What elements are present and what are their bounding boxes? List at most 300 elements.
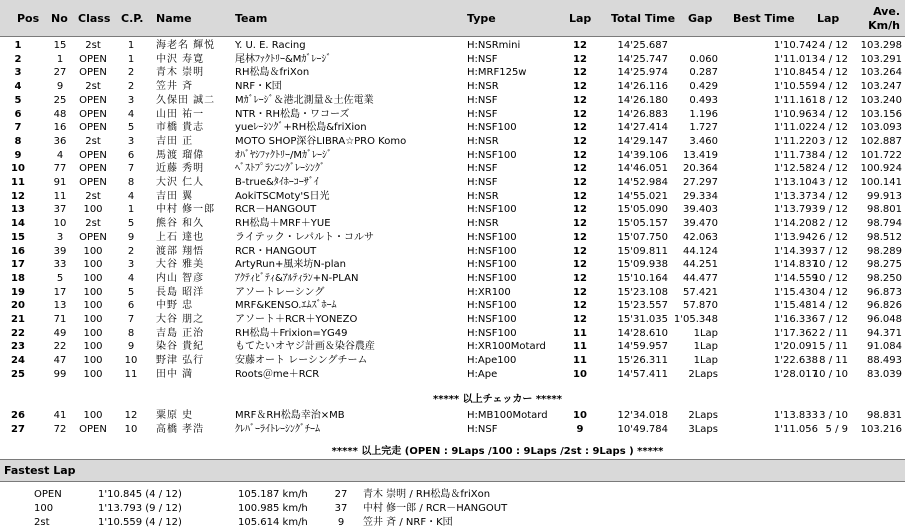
table-row xyxy=(0,300,905,312)
header-no: No xyxy=(51,12,68,25)
type-cell: H:MRF125w xyxy=(467,67,527,79)
class-cell: 100 xyxy=(83,272,103,284)
team-cell: Mｶﾞﾚｰｼﾞ＆港北測量＆土佐電業 xyxy=(235,94,374,106)
type-cell: H:NSF xyxy=(467,53,498,65)
best-time-cell: 1'14.559 xyxy=(773,272,818,284)
pos-cell: 19 xyxy=(11,286,25,298)
class-cell: OPEN xyxy=(79,423,107,435)
ave-speed-cell: 98.275 xyxy=(867,259,902,271)
table-row xyxy=(0,109,905,121)
cp-cell: 3 xyxy=(127,135,135,147)
total-time-cell: 14'52.984 xyxy=(617,177,668,188)
total-time-cell: 15'05.090 xyxy=(617,204,668,216)
team-cell: RCR－HANGOUT xyxy=(235,204,317,216)
cp-cell: 2 xyxy=(127,81,135,93)
team-cell: NTR・RH松島・ワコーズ xyxy=(235,108,350,120)
gap-cell: 13.419 xyxy=(683,149,718,161)
team-cell: RH松島＆friXon xyxy=(235,67,310,79)
lap-cell: 12 xyxy=(573,53,587,65)
table-row xyxy=(0,410,905,422)
pos-cell: 22 xyxy=(11,327,25,339)
gap-cell: 2Laps xyxy=(688,410,718,421)
lap-cell: 12 xyxy=(573,67,587,79)
ave-speed-cell: 98.794 xyxy=(867,218,902,230)
lap-cell: 12 xyxy=(573,259,587,271)
name-cell: 内山 智彦 xyxy=(156,272,205,284)
fastest-no-cell: 9 xyxy=(337,517,345,528)
best-lap-cell: 4 / 12 xyxy=(819,67,848,79)
total-time-cell: 10'49.784 xyxy=(617,423,668,435)
header-ave-line2: Km/h xyxy=(868,19,900,32)
best-time-cell: 1'11.738 xyxy=(773,149,818,161)
no-cell: 11 xyxy=(53,190,67,202)
lap-cell: 12 xyxy=(573,81,587,93)
team-cell: B-true&ﾀｲﾎｰｺｰｻﾞｲ xyxy=(235,177,319,188)
total-time-cell: 15'23.108 xyxy=(617,286,668,298)
class-cell: OPEN xyxy=(79,122,107,134)
total-time-cell: 15'09.811 xyxy=(617,245,668,257)
lap-cell: 12 xyxy=(573,94,587,106)
cp-cell: 10 xyxy=(124,423,138,435)
no-cell: 3 xyxy=(56,231,64,243)
team-cell: Y. U. E. Racing xyxy=(235,40,306,51)
best-time-cell: 1'20.091 xyxy=(773,341,818,353)
total-time-cell: 15'10.164 xyxy=(617,272,668,284)
lap-cell: 12 xyxy=(573,40,587,51)
cp-cell: 9 xyxy=(127,231,135,243)
table-row xyxy=(0,191,905,203)
name-cell: 高橋 孝浩 xyxy=(156,423,205,435)
pos-cell: 9 xyxy=(14,149,22,161)
ave-speed-cell: 100.924 xyxy=(860,163,902,175)
type-cell: H:Ape100 xyxy=(467,355,517,367)
header-name: Name xyxy=(156,12,192,25)
name-cell: 近藤 秀明 xyxy=(156,163,205,175)
cp-cell: 6 xyxy=(127,300,135,312)
best-lap-cell: 5 / 11 xyxy=(819,341,848,353)
ave-speed-cell: 83.039 xyxy=(867,368,902,380)
type-cell: H:XR100 xyxy=(467,286,511,298)
no-cell: 27 xyxy=(53,67,67,79)
type-cell: H:NSF100 xyxy=(467,245,517,257)
class-cell: 100 xyxy=(83,410,103,421)
header-best-time: Best Time xyxy=(733,12,795,25)
no-cell: 16 xyxy=(53,122,67,134)
gap-cell: 1Lap xyxy=(693,327,718,339)
team-cell: ライテック・レパルト・コルサ xyxy=(235,231,374,243)
no-cell: 71 xyxy=(53,314,67,325)
type-cell: H:NSF xyxy=(467,94,498,106)
best-lap-cell: 4 / 12 xyxy=(819,149,848,161)
class-cell: OPEN xyxy=(79,67,107,79)
total-time-cell: 15'23.557 xyxy=(617,300,668,312)
pos-cell: 24 xyxy=(11,355,25,367)
best-lap-cell: 10 / 12 xyxy=(812,272,848,284)
header-team: Team xyxy=(235,12,268,25)
total-time-cell: 14'59.957 xyxy=(617,341,668,353)
pos-cell: 25 xyxy=(11,368,25,380)
total-time-cell: 14'26.116 xyxy=(617,81,668,93)
name-cell: 上石 達也 xyxy=(156,231,205,243)
lap-cell: 11 xyxy=(573,355,587,367)
best-lap-cell: 4 / 12 xyxy=(819,190,848,202)
best-time-cell: 1'16.336 xyxy=(773,314,818,325)
best-lap-cell: 9 / 12 xyxy=(819,204,848,216)
pos-cell: 6 xyxy=(14,108,22,120)
table-row xyxy=(0,369,905,381)
table-row xyxy=(0,328,905,340)
lap-cell: 12 xyxy=(573,314,587,325)
type-cell: H:NSF xyxy=(467,177,498,188)
fastest-time-cell: 1'10.845 (4 / 12) xyxy=(98,489,182,500)
class-cell: OPEN xyxy=(79,163,107,175)
best-lap-cell: 7 / 12 xyxy=(819,245,848,257)
team-cell: ｱｸﾃｨﾋﾞﾃｨ&ｱﾙﾃｨﾗﾝ+N-PLAN xyxy=(235,272,359,284)
ave-speed-cell: 98.831 xyxy=(867,410,902,421)
gap-cell: 0.060 xyxy=(689,53,718,65)
class-cell: OPEN xyxy=(79,108,107,120)
class-cell: 100 xyxy=(83,314,103,325)
name-cell: 中村 修一郎 xyxy=(156,204,216,216)
best-time-cell: 1'13.793 xyxy=(773,204,818,216)
name-cell: 吉田 翼 xyxy=(156,190,194,202)
best-lap-cell: 2 / 11 xyxy=(819,327,848,339)
best-time-cell: 1'13.833 xyxy=(773,410,818,421)
header-gap: Gap xyxy=(688,12,713,25)
pos-cell: 12 xyxy=(11,190,25,202)
ave-speed-cell: 103.093 xyxy=(860,122,902,134)
total-time-cell: 12'34.018 xyxy=(617,410,668,421)
lap-cell: 12 xyxy=(573,108,587,120)
class-cell: 100 xyxy=(83,300,103,312)
best-time-cell: 1'14.208 xyxy=(773,218,818,230)
best-lap-cell: 4 / 12 xyxy=(819,300,848,312)
cp-cell: 5 xyxy=(127,122,135,134)
ave-speed-cell: 96.826 xyxy=(867,300,902,312)
header-cp: C.P. xyxy=(121,12,144,25)
team-cell: RCR・HANGOUT xyxy=(235,245,317,257)
team-cell: RH松島＋Frixion=YG49 xyxy=(235,327,348,339)
header-ave xyxy=(846,5,900,33)
team-cell: 安藤オート レーシングチーム xyxy=(235,355,368,367)
no-cell: 1 xyxy=(56,53,64,65)
gap-cell: 3Laps xyxy=(688,423,718,435)
results-header xyxy=(0,0,905,37)
cp-cell: 7 xyxy=(127,314,135,325)
ave-speed-cell: 98.289 xyxy=(867,245,902,257)
best-lap-cell: 3 / 10 xyxy=(819,410,848,421)
type-cell: H:NSRmini xyxy=(467,40,521,51)
name-cell: 中沢 寿寛 xyxy=(156,53,205,65)
no-cell: 36 xyxy=(53,135,67,147)
type-cell: H:NSF100 xyxy=(467,259,517,271)
no-cell: 39 xyxy=(53,245,67,257)
best-time-cell: 1'17.362 xyxy=(773,327,818,339)
ave-speed-cell: 102.887 xyxy=(860,135,902,147)
type-cell: H:NSR xyxy=(467,190,499,202)
type-cell: H:NSR xyxy=(467,81,499,93)
table-row xyxy=(0,341,905,353)
total-time-cell: 14'27.414 xyxy=(617,122,668,134)
best-time-cell: 1'22.638 xyxy=(773,355,818,367)
ave-speed-cell: 91.084 xyxy=(867,341,902,353)
fastest-no-cell: 27 xyxy=(334,489,348,500)
name-cell: 笠井 斉 xyxy=(156,81,194,93)
ave-speed-cell: 103.216 xyxy=(860,423,902,435)
pos-cell: 18 xyxy=(11,272,25,284)
header-best-lap: Lap xyxy=(817,12,840,25)
header-ave-line1: Ave. xyxy=(873,5,900,18)
best-time-cell: 1'10.963 xyxy=(773,108,818,120)
ave-speed-cell: 101.722 xyxy=(860,149,902,161)
name-cell: 野津 弘行 xyxy=(156,355,205,367)
class-cell: 2st xyxy=(85,81,101,93)
pos-cell: 11 xyxy=(11,177,25,188)
total-time-cell: 15'07.750 xyxy=(617,231,668,243)
table-row xyxy=(0,218,905,230)
gap-cell: 42.063 xyxy=(683,231,718,243)
lap-cell: 12 xyxy=(573,163,587,175)
type-cell: H:NSF100 xyxy=(467,314,517,325)
total-time-cell: 15'26.311 xyxy=(617,355,668,367)
cp-cell: 4 xyxy=(127,272,135,284)
best-time-cell: 1'13.942 xyxy=(773,231,818,243)
best-time-cell: 1'10.845 xyxy=(773,67,818,79)
no-cell: 91 xyxy=(53,177,67,188)
gap-cell: 57.870 xyxy=(683,300,718,312)
class-cell: 2st xyxy=(85,218,101,230)
ave-speed-cell: 103.156 xyxy=(860,108,902,120)
class-cell: 100 xyxy=(83,341,103,353)
gap-cell: 2Laps xyxy=(688,368,718,380)
type-cell: H:NSR xyxy=(467,135,499,147)
team-cell: MOTO SHOP深谷LIBRA☆PRO Komo xyxy=(235,135,407,147)
fastest-speed-cell: 105.187 km/h xyxy=(238,489,308,500)
cp-cell: 1 xyxy=(127,53,135,65)
table-row xyxy=(0,424,905,436)
name-cell: 長島 昭洋 xyxy=(156,286,205,298)
table-row xyxy=(0,40,905,52)
type-cell: H:Ape xyxy=(467,368,498,380)
lap-cell: 12 xyxy=(573,245,587,257)
no-cell: 49 xyxy=(53,327,67,339)
fastest-lap-row xyxy=(0,516,905,529)
type-cell: H:NSF100 xyxy=(467,122,517,134)
name-cell: 大沢 仁人 xyxy=(156,177,205,188)
best-time-cell: 1'10.559 xyxy=(773,81,818,93)
lap-cell: 11 xyxy=(573,341,587,353)
cp-cell: 3 xyxy=(127,259,135,271)
total-time-cell: 14'29.147 xyxy=(617,135,668,147)
total-time-cell: 14'26.883 xyxy=(617,108,668,120)
no-cell: 33 xyxy=(53,259,67,271)
no-cell: 17 xyxy=(53,286,67,298)
cp-cell: 2 xyxy=(127,67,135,79)
best-time-cell: 1'28.017 xyxy=(773,368,818,380)
pos-cell: 15 xyxy=(11,231,25,243)
table-row xyxy=(0,81,905,93)
gap-cell: 29.334 xyxy=(683,190,718,202)
total-time-cell: 14'55.021 xyxy=(617,190,668,202)
class-cell: OPEN xyxy=(79,177,107,188)
header-lap: Lap xyxy=(569,12,592,25)
type-cell: H:NSF xyxy=(467,423,498,435)
lap-cell: 12 xyxy=(573,190,587,202)
team-cell: MRF&KENSO.ｴﾑｽﾞﾎｰﾑ xyxy=(235,300,337,312)
gap-cell: 0.429 xyxy=(689,81,718,93)
team-cell: 尾林ﾌｧｸﾄﾘｰ&Mｶﾞﾚｰｼﾞ xyxy=(235,53,332,65)
team-cell: ｸﾚﾊﾞｰﾗｲﾄﾚｰｼﾝｸﾞﾁｰﾑ xyxy=(235,423,320,435)
total-time-cell: 15'31.035 xyxy=(617,314,668,325)
cp-cell: 9 xyxy=(127,341,135,353)
cp-cell: 11 xyxy=(124,368,138,380)
best-lap-cell: 8 / 11 xyxy=(819,355,848,367)
type-cell: H:NSF xyxy=(467,108,498,120)
table-row xyxy=(0,314,905,326)
table-row xyxy=(0,204,905,216)
best-time-cell: 1'15.481 xyxy=(773,300,818,312)
total-time-cell: 14'25.687 xyxy=(617,40,668,51)
table-row xyxy=(0,232,905,244)
pos-cell: 8 xyxy=(14,135,22,147)
best-lap-cell: 4 / 12 xyxy=(819,40,848,51)
best-lap-cell: 4 / 12 xyxy=(819,81,848,93)
best-lap-cell: 6 / 12 xyxy=(819,231,848,243)
fastest-speed-cell: 100.985 km/h xyxy=(238,503,308,514)
total-time-cell: 14'57.411 xyxy=(617,368,668,380)
ave-speed-cell: 100.141 xyxy=(860,177,902,188)
gap-cell: 1Lap xyxy=(693,341,718,353)
pos-cell: 23 xyxy=(11,341,25,353)
checker-note-text: ***** 以上チェッカー ***** xyxy=(433,394,562,405)
best-lap-cell: 4 / 12 xyxy=(819,163,848,175)
best-time-cell: 1'15.430 xyxy=(773,286,818,298)
ave-speed-cell: 98.250 xyxy=(867,272,902,284)
team-cell: NRF・K団 xyxy=(235,81,282,93)
best-lap-cell: 2 / 12 xyxy=(819,218,848,230)
table-row xyxy=(0,136,905,148)
best-time-cell: 1'13.104 xyxy=(773,177,818,188)
team-cell: MRF＆RH松島幸治×MB xyxy=(235,410,345,421)
team-cell: ｵﾊﾞﾔｼﾌｧｸﾄﾘｰ/Mｶﾞﾚｰｼﾞ xyxy=(235,149,332,161)
no-cell: 22 xyxy=(53,341,67,353)
ave-speed-cell: 103.298 xyxy=(860,40,902,51)
pos-cell: 27 xyxy=(11,423,25,435)
best-lap-cell: 4 / 12 xyxy=(819,122,848,134)
team-cell: ArtyRun+風来坊N-plan xyxy=(235,259,347,271)
ave-speed-cell: 98.801 xyxy=(867,204,902,216)
no-cell: 41 xyxy=(53,410,67,421)
ave-speed-cell: 94.371 xyxy=(867,327,902,339)
total-time-cell: 14'39.106 xyxy=(617,149,668,161)
table-row xyxy=(0,177,905,189)
fastest-rider-cell: 青木 崇明 / RH松島＆friXon xyxy=(363,489,491,500)
table-row xyxy=(0,287,905,299)
lap-cell: 12 xyxy=(573,122,587,134)
pos-cell: 7 xyxy=(14,122,22,134)
best-time-cell: 1'11.013 xyxy=(773,53,818,65)
name-cell: 久保田 誠二 xyxy=(156,94,216,106)
best-time-cell: 1'11.056 xyxy=(773,423,818,435)
no-cell: 15 xyxy=(53,40,67,51)
name-cell: 市橋 貴志 xyxy=(156,122,205,134)
lap-cell: 12 xyxy=(573,218,587,230)
best-time-cell: 1'14.393 xyxy=(773,245,818,257)
team-cell: Roots＠me＋RCR xyxy=(235,368,320,380)
ave-speed-cell: 103.264 xyxy=(860,67,902,79)
pos-cell: 2 xyxy=(14,53,22,65)
fastest-lap-row xyxy=(0,488,905,501)
cp-cell: 12 xyxy=(124,410,138,421)
class-cell: 100 xyxy=(83,286,103,298)
pos-cell: 20 xyxy=(11,300,25,312)
best-lap-cell: 4 / 12 xyxy=(819,286,848,298)
fastest-rider-cell: 笠井 斉 / NRF・K団 xyxy=(363,517,453,528)
class-cell: 2st xyxy=(85,40,101,51)
no-cell: 13 xyxy=(53,300,67,312)
pos-cell: 17 xyxy=(11,259,25,271)
lap-cell: 9 xyxy=(576,423,584,435)
pos-cell: 10 xyxy=(11,163,25,175)
no-cell: 5 xyxy=(56,272,64,284)
fastest-class-cell: 100 xyxy=(34,503,54,514)
team-cell: AokiTSCMoty'S日光 xyxy=(235,190,330,202)
name-cell: 大谷 雅美 xyxy=(156,259,205,271)
ave-speed-cell: 98.512 xyxy=(867,231,902,243)
type-cell: H:NSF100 xyxy=(467,204,517,216)
name-cell: 馬渡 瑠偉 xyxy=(156,149,205,161)
cp-cell: 1 xyxy=(127,204,135,216)
lap-cell: 12 xyxy=(573,231,587,243)
name-cell: 海老名 輝悦 xyxy=(156,40,216,51)
cp-cell: 5 xyxy=(127,286,135,298)
gap-cell: 3.460 xyxy=(689,135,718,147)
best-lap-cell: 3 / 12 xyxy=(819,135,848,147)
best-lap-cell: 4 / 12 xyxy=(819,108,848,120)
best-lap-cell: 10 / 12 xyxy=(812,259,848,271)
type-cell: H:NSF100 xyxy=(467,231,517,243)
best-lap-cell: 8 / 12 xyxy=(819,94,848,106)
fastest-rider-cell: 中村 修一郎 / RCR－HANGOUT xyxy=(363,503,508,514)
cp-cell: 8 xyxy=(127,327,135,339)
lap-cell: 12 xyxy=(573,300,587,312)
pos-cell: 5 xyxy=(14,94,22,106)
class-cell: OPEN xyxy=(79,94,107,106)
table-row xyxy=(0,246,905,258)
cp-cell: 4 xyxy=(127,108,135,120)
no-cell: 77 xyxy=(53,163,67,175)
lap-cell: 11 xyxy=(573,327,587,339)
class-cell: 100 xyxy=(83,259,103,271)
gap-cell: 20.364 xyxy=(683,163,718,175)
no-cell: 48 xyxy=(53,108,67,120)
name-cell: 中野 忠 xyxy=(156,300,194,312)
cp-cell: 10 xyxy=(124,355,138,367)
gap-cell: 0.287 xyxy=(689,67,718,79)
cp-cell: 8 xyxy=(127,177,135,188)
pos-cell: 16 xyxy=(11,245,25,257)
fastest-time-cell: 1'13.793 (9 / 12) xyxy=(98,503,182,514)
best-time-cell: 1'13.373 xyxy=(773,190,818,202)
gap-cell: 57.421 xyxy=(683,286,718,298)
table-row xyxy=(0,67,905,79)
type-cell: H:NSF100 xyxy=(467,272,517,284)
pos-cell: 26 xyxy=(11,410,25,421)
name-cell: 熊谷 和久 xyxy=(156,218,205,230)
best-time-cell: 1'11.022 xyxy=(773,122,818,134)
pos-cell: 1 xyxy=(14,40,22,51)
header-total-time: Total Time xyxy=(611,12,676,25)
